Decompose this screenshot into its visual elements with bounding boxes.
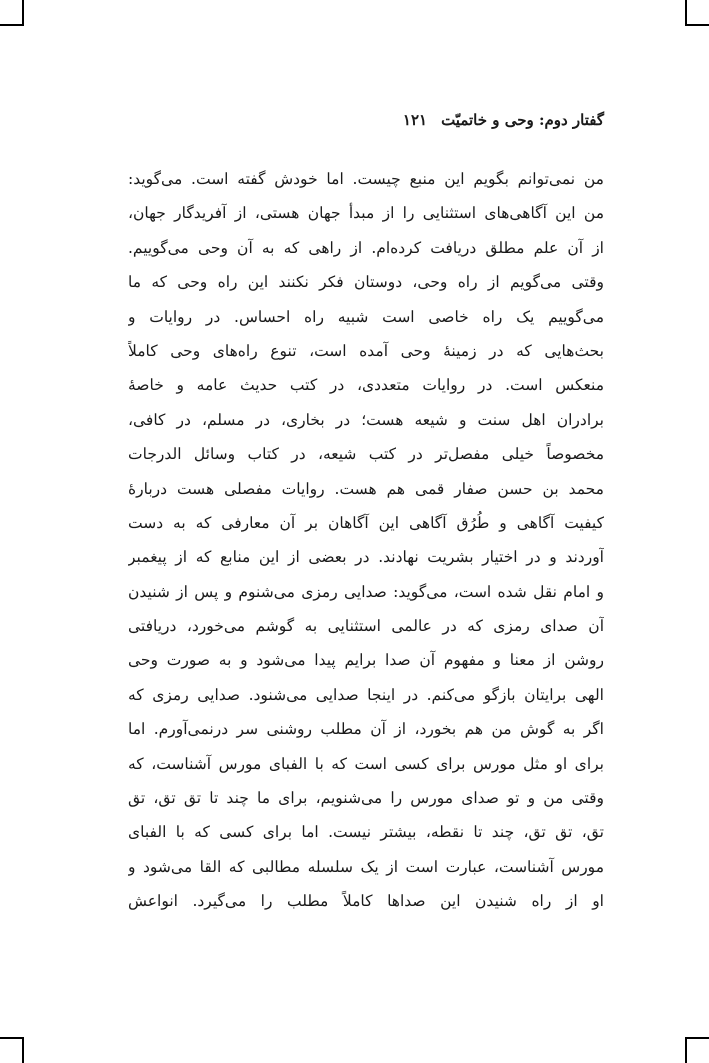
body-text xyxy=(128,162,604,919)
text-line: تق، تق تق، چند تا نقطه، بیشتر نیست. اما برای کسی که با الفبای xyxy=(128,823,604,842)
crop-mark-bottom-right-vertical xyxy=(685,1037,687,1063)
text-line: برادران اهل سنت و شیعه هست؛ در بخاری، در مسلم، در کافی، xyxy=(128,410,604,429)
text-line: محمد بن حسن صفار قمی هم هست. روایات مفصلی هست دربارهٔ xyxy=(128,479,604,498)
page-number: ۱۲۱ xyxy=(402,111,428,129)
text-line: از آن علم مطلق دریافت کرده‌ام. از راهی که به آن وحی می‌گوییم. xyxy=(128,238,604,257)
text-line: الهی برایتان بازگو می‌کنم. در اینجا صدایی می‌شنود. صدایی رمزی که xyxy=(128,685,604,704)
crop-mark-bottom-left-horizontal xyxy=(0,1037,22,1039)
text-line: می‌گوییم یک راه خاصی است شبیه راه احساس. در روایات و xyxy=(128,307,604,326)
text-line: من این آگاهی‌های استثنایی را از مبدأ جهان هستی، از آفریدگار جهان، xyxy=(128,204,604,223)
text-line: اگر به گوش من هم بخورد، از آن مطلب روشنی سر درنمی‌آورم. اما xyxy=(128,720,604,739)
text-line: وقتی می‌گویم از راه وحی، دوستان فکر نکنند این راه وحی که ما xyxy=(128,273,604,292)
crop-mark-top-left-vertical xyxy=(22,0,24,26)
text-line: من نمی‌توانم بگویم این منبع چیست. اما خودش گفته است. می‌گوید: xyxy=(128,170,604,188)
text-line: روشن از معنا و مفهوم آن صدا برایم پیدا می‌شود و به صورت وحی xyxy=(128,651,604,670)
text-line: برای او مثل مورس برای کسی است که با الفبای مورس آشناست، که xyxy=(128,754,604,773)
text-line: او از راه شنیدن این صداها کاملاً مطلب را می‌گیرد. انواعش xyxy=(128,892,604,911)
book-page xyxy=(128,108,604,919)
text-line: منعکس است. در روایات متعددی، در کتب حدیث عامه و خاصهٔ xyxy=(128,376,604,395)
crop-mark-top-left-horizontal xyxy=(0,24,22,26)
text-line: بحث‌هایی که در زمینهٔ وحی آمده است، تنوع راه‌های وحی کاملاً xyxy=(128,341,604,360)
crop-mark-top-right-vertical xyxy=(685,0,687,26)
text-line: آوردند و در اختیار بشریت نهادند. در بعضی از این منابع که از پیغمبر xyxy=(128,548,604,567)
text-line: وقتی من و تو صدای مورس را می‌شنویم، برای ما چند تا تق تق، تق xyxy=(128,789,604,808)
text-line: آن صدای رمزی که در عالمی استثنایی به گوشم می‌خورد، دریافتی xyxy=(128,617,604,636)
text-line: و امام نقل شده است، می‌گوید: صدایی رمزی می‌شنوم و پس از شنیدن xyxy=(128,582,604,601)
chapter-title: گفتار دوم: وحی و خاتمیّت xyxy=(441,111,604,129)
crop-mark-bottom-right-horizontal xyxy=(687,1037,709,1039)
text-line: مورس آشناست، عبارت است از یک سلسله مطالبی که القا می‌شود و xyxy=(128,857,604,876)
crop-mark-bottom-left-vertical xyxy=(22,1037,24,1063)
crop-mark-top-right-horizontal xyxy=(687,24,709,26)
text-line: مخصوصاً خیلی مفصل‌تر در کتب شیعه، در کتاب وسائل الدرجات xyxy=(128,445,604,464)
running-head xyxy=(128,108,604,132)
text-line: کیفیت آگاهی و طُرُق آگاهی این آگاهان بر آن معارفی که به دست xyxy=(128,513,604,532)
